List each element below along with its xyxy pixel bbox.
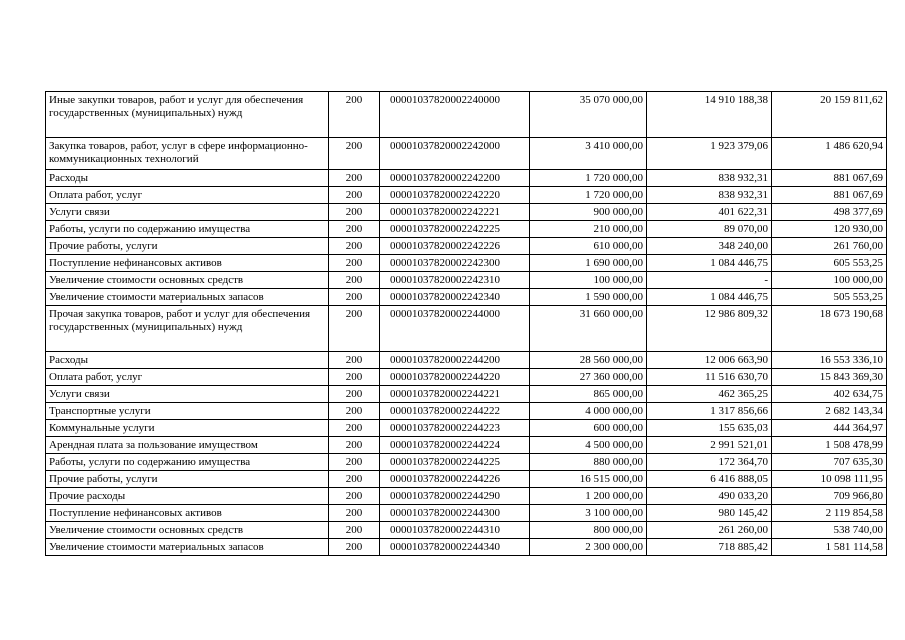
row-name: Прочая закупка товаров, работ и услуг для обеспечения государственных (муниципальных) нужд xyxy=(46,306,329,352)
row-remaining: 707 635,30 xyxy=(772,454,887,471)
row-approved: 28 560 000,00 xyxy=(530,352,647,369)
row-kbk: 00001037820002242226 xyxy=(380,238,530,255)
table-row xyxy=(46,403,887,420)
row-executed: 838 932,31 xyxy=(647,170,772,187)
row-kbk: 00001037820002244222 xyxy=(380,403,530,420)
row-remaining: 261 760,00 xyxy=(772,238,887,255)
row-approved: 900 000,00 xyxy=(530,204,647,221)
row-code: 200 xyxy=(329,437,380,454)
row-name: Расходы xyxy=(46,352,329,369)
row-name: Закупка товаров, работ, услуг в сфере информационно-коммуникационных технологий xyxy=(46,138,329,170)
row-remaining: 444 364,97 xyxy=(772,420,887,437)
row-approved: 3 410 000,00 xyxy=(530,138,647,170)
row-kbk: 00001037820002244225 xyxy=(380,454,530,471)
row-name: Поступление нефинансовых активов xyxy=(46,505,329,522)
row-code: 200 xyxy=(329,403,380,420)
row-code: 200 xyxy=(329,488,380,505)
row-kbk: 00001037820002242221 xyxy=(380,204,530,221)
row-approved: 865 000,00 xyxy=(530,386,647,403)
table-body xyxy=(46,92,887,556)
row-remaining: 538 740,00 xyxy=(772,522,887,539)
row-remaining: 2 682 143,34 xyxy=(772,403,887,420)
row-executed: 1 923 379,06 xyxy=(647,138,772,170)
row-remaining: 100 000,00 xyxy=(772,272,887,289)
row-executed: 1 084 446,75 xyxy=(647,255,772,272)
row-name: Увеличение стоимости материальных запасов xyxy=(46,289,329,306)
table-row xyxy=(46,238,887,255)
row-executed: 2 991 521,01 xyxy=(647,437,772,454)
table-row xyxy=(46,488,887,505)
row-executed: 155 635,03 xyxy=(647,420,772,437)
table-row xyxy=(46,255,887,272)
row-remaining: 402 634,75 xyxy=(772,386,887,403)
row-kbk: 00001037820002240000 xyxy=(380,92,530,138)
row-code: 200 xyxy=(329,204,380,221)
row-name: Иные закупки товаров, работ и услуг для обеспечения государственных (муниципальных) нужд xyxy=(46,92,329,138)
row-remaining: 709 966,80 xyxy=(772,488,887,505)
row-kbk: 00001037820002242200 xyxy=(380,170,530,187)
row-name: Расходы xyxy=(46,170,329,187)
table-row xyxy=(46,505,887,522)
row-approved: 1 720 000,00 xyxy=(530,170,647,187)
table-row xyxy=(46,170,887,187)
row-approved: 3 100 000,00 xyxy=(530,505,647,522)
row-executed: 490 033,20 xyxy=(647,488,772,505)
row-code: 200 xyxy=(329,539,380,556)
row-kbk: 00001037820002244226 xyxy=(380,471,530,488)
row-executed: 12 006 663,90 xyxy=(647,352,772,369)
row-executed: 718 885,42 xyxy=(647,539,772,556)
row-name: Услуги связи xyxy=(46,386,329,403)
table-row xyxy=(46,204,887,221)
table-row xyxy=(46,272,887,289)
table-row xyxy=(46,471,887,488)
table-row xyxy=(46,420,887,437)
table-row xyxy=(46,138,887,170)
row-approved: 100 000,00 xyxy=(530,272,647,289)
row-name: Прочие работы, услуги xyxy=(46,238,329,255)
row-remaining: 120 930,00 xyxy=(772,221,887,238)
row-code: 200 xyxy=(329,386,380,403)
row-code: 200 xyxy=(329,420,380,437)
table-row xyxy=(46,306,887,352)
row-name: Арендная плата за пользование имуществом xyxy=(46,437,329,454)
table-row xyxy=(46,522,887,539)
row-remaining: 18 673 190,68 xyxy=(772,306,887,352)
row-executed: 14 910 188,38 xyxy=(647,92,772,138)
row-remaining: 1 581 114,58 xyxy=(772,539,887,556)
row-approved: 800 000,00 xyxy=(530,522,647,539)
row-code: 200 xyxy=(329,505,380,522)
row-kbk: 00001037820002244290 xyxy=(380,488,530,505)
row-executed: 462 365,25 xyxy=(647,386,772,403)
row-approved: 2 300 000,00 xyxy=(530,539,647,556)
row-name: Оплата работ, услуг xyxy=(46,187,329,204)
row-kbk: 00001037820002244340 xyxy=(380,539,530,556)
row-code: 200 xyxy=(329,471,380,488)
row-code: 200 xyxy=(329,238,380,255)
row-code: 200 xyxy=(329,522,380,539)
row-approved: 4 500 000,00 xyxy=(530,437,647,454)
row-code: 200 xyxy=(329,454,380,471)
row-kbk: 00001037820002244300 xyxy=(380,505,530,522)
row-executed: 1 084 446,75 xyxy=(647,289,772,306)
row-approved: 35 070 000,00 xyxy=(530,92,647,138)
row-approved: 27 360 000,00 xyxy=(530,369,647,386)
table-row xyxy=(46,289,887,306)
row-remaining: 1 508 478,99 xyxy=(772,437,887,454)
row-code: 200 xyxy=(329,289,380,306)
row-code: 200 xyxy=(329,221,380,238)
row-executed: - xyxy=(647,272,772,289)
row-kbk: 00001037820002242220 xyxy=(380,187,530,204)
row-remaining: 15 843 369,30 xyxy=(772,369,887,386)
table-row xyxy=(46,92,887,138)
row-name: Транспортные услуги xyxy=(46,403,329,420)
row-approved: 4 000 000,00 xyxy=(530,403,647,420)
row-approved: 1 720 000,00 xyxy=(530,187,647,204)
row-remaining: 881 067,69 xyxy=(772,187,887,204)
row-kbk: 00001037820002242225 xyxy=(380,221,530,238)
row-code: 200 xyxy=(329,170,380,187)
row-executed: 1 317 856,66 xyxy=(647,403,772,420)
row-remaining: 881 067,69 xyxy=(772,170,887,187)
row-kbk: 00001037820002242000 xyxy=(380,138,530,170)
row-approved: 210 000,00 xyxy=(530,221,647,238)
row-name: Увеличение стоимости материальных запасов xyxy=(46,539,329,556)
row-remaining: 505 553,25 xyxy=(772,289,887,306)
row-executed: 172 364,70 xyxy=(647,454,772,471)
row-code: 200 xyxy=(329,369,380,386)
table-row xyxy=(46,369,887,386)
table-row xyxy=(46,454,887,471)
row-name: Увеличение стоимости основных средств xyxy=(46,522,329,539)
row-kbk: 00001037820002242300 xyxy=(380,255,530,272)
row-executed: 838 932,31 xyxy=(647,187,772,204)
table-row xyxy=(46,437,887,454)
row-name: Оплата работ, услуг xyxy=(46,369,329,386)
row-code: 200 xyxy=(329,255,380,272)
row-approved: 880 000,00 xyxy=(530,454,647,471)
table-row xyxy=(46,352,887,369)
row-approved: 600 000,00 xyxy=(530,420,647,437)
table-row xyxy=(46,187,887,204)
row-remaining: 605 553,25 xyxy=(772,255,887,272)
row-executed: 11 516 630,70 xyxy=(647,369,772,386)
budget-table xyxy=(45,91,887,556)
row-name: Увеличение стоимости основных средств xyxy=(46,272,329,289)
row-executed: 348 240,00 xyxy=(647,238,772,255)
row-kbk: 00001037820002244224 xyxy=(380,437,530,454)
table-row xyxy=(46,539,887,556)
row-executed: 89 070,00 xyxy=(647,221,772,238)
row-kbk: 00001037820002244221 xyxy=(380,386,530,403)
row-kbk: 00001037820002242310 xyxy=(380,272,530,289)
row-approved: 610 000,00 xyxy=(530,238,647,255)
row-approved: 1 200 000,00 xyxy=(530,488,647,505)
row-code: 200 xyxy=(329,187,380,204)
row-remaining: 498 377,69 xyxy=(772,204,887,221)
row-executed: 6 416 888,05 xyxy=(647,471,772,488)
row-approved: 1 590 000,00 xyxy=(530,289,647,306)
row-name: Прочие работы, услуги xyxy=(46,471,329,488)
row-kbk: 00001037820002244310 xyxy=(380,522,530,539)
row-executed: 401 622,31 xyxy=(647,204,772,221)
row-code: 200 xyxy=(329,92,380,138)
table-row xyxy=(46,221,887,238)
row-remaining: 1 486 620,94 xyxy=(772,138,887,170)
row-name: Поступление нефинансовых активов xyxy=(46,255,329,272)
row-name: Коммунальные услуги xyxy=(46,420,329,437)
row-name: Работы, услуги по содержанию имущества xyxy=(46,221,329,238)
row-kbk: 00001037820002244000 xyxy=(380,306,530,352)
row-kbk: 00001037820002244200 xyxy=(380,352,530,369)
row-approved: 16 515 000,00 xyxy=(530,471,647,488)
row-code: 200 xyxy=(329,352,380,369)
row-code: 200 xyxy=(329,306,380,352)
row-remaining: 10 098 111,95 xyxy=(772,471,887,488)
row-remaining: 2 119 854,58 xyxy=(772,505,887,522)
row-executed: 12 986 809,32 xyxy=(647,306,772,352)
row-approved: 1 690 000,00 xyxy=(530,255,647,272)
row-code: 200 xyxy=(329,138,380,170)
row-remaining: 20 159 811,62 xyxy=(772,92,887,138)
row-kbk: 00001037820002242340 xyxy=(380,289,530,306)
table-row xyxy=(46,386,887,403)
row-name: Работы, услуги по содержанию имущества xyxy=(46,454,329,471)
row-kbk: 00001037820002244223 xyxy=(380,420,530,437)
row-remaining: 16 553 336,10 xyxy=(772,352,887,369)
row-code: 200 xyxy=(329,272,380,289)
row-executed: 261 260,00 xyxy=(647,522,772,539)
row-kbk: 00001037820002244220 xyxy=(380,369,530,386)
row-executed: 980 145,42 xyxy=(647,505,772,522)
row-approved: 31 660 000,00 xyxy=(530,306,647,352)
row-name: Прочие расходы xyxy=(46,488,329,505)
row-name: Услуги связи xyxy=(46,204,329,221)
